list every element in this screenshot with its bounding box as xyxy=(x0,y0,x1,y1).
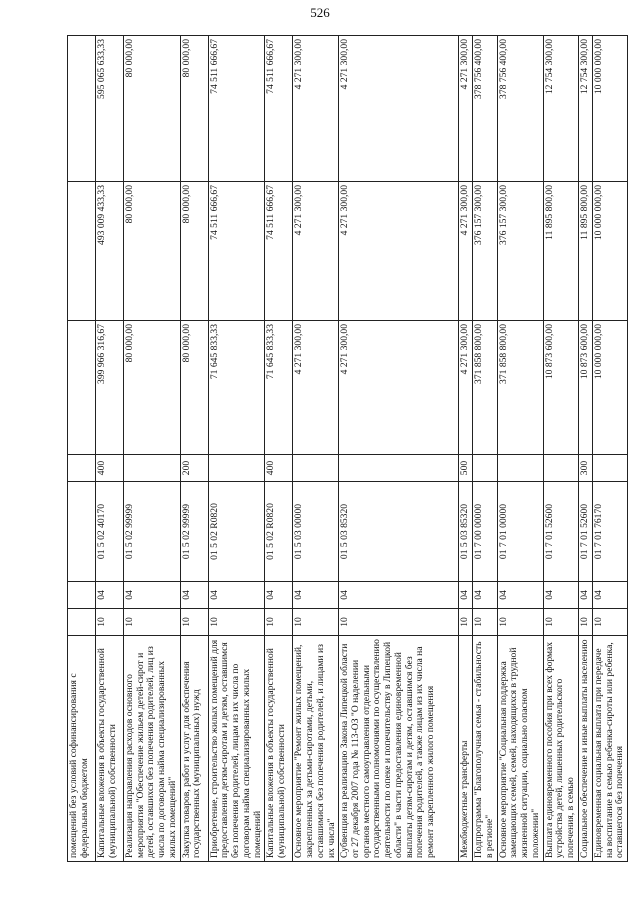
row-expense-type xyxy=(68,455,96,482)
row-target-article: 01 7 00 00000 xyxy=(473,482,497,582)
row-subsection xyxy=(68,582,96,609)
row-name: Реализация направления расходов основного мероприятия "Обеспечение жильем детей-сирот и детей, оставшихся без попечения родителей, лиц из числа по договорам найма специализированных жилых помещений" xyxy=(124,636,181,862)
row-sum-year1: 10 000 000,00 xyxy=(592,321,627,455)
row-subsection: 04 xyxy=(293,582,339,609)
row-expense-type xyxy=(124,455,181,482)
row-name: помещений без условий софинансирования с федеральным бюджетом xyxy=(68,636,96,862)
row-ved: 10 xyxy=(473,609,497,636)
row-sum-year2: 4 271 300,00 xyxy=(293,182,339,321)
row-expense-type: 200 xyxy=(180,455,208,482)
row-subsection: 04 xyxy=(592,582,627,609)
row-ved: 10 xyxy=(96,609,124,636)
row-target-article: 01 7 01 52600 xyxy=(578,482,592,582)
table-row xyxy=(592,36,627,862)
row-expense-type xyxy=(293,455,339,482)
row-name: Выплата единовременного пособия при всех формах устройства детей, лишенных родительского попечения, в семью xyxy=(543,636,578,862)
row-expense-type xyxy=(208,455,265,482)
row-expense-type: 400 xyxy=(96,455,124,482)
table-row xyxy=(124,36,181,862)
row-name: Капитальные вложения в объекты государственной (муниципальной) собственности xyxy=(265,636,293,862)
budget-table xyxy=(67,35,628,862)
table-rotated-content xyxy=(67,36,626,862)
row-sum-year2: 376 157 300,00 xyxy=(473,182,497,321)
row-subsection: 04 xyxy=(96,582,124,609)
row-sum-year3: 12 754 300,00 xyxy=(578,36,592,182)
row-sum-year2: 10 000 000,00 xyxy=(592,182,627,321)
row-sum-year3: 74 511 666,67 xyxy=(265,36,293,182)
row-sum-year1: 371 858 800,00 xyxy=(497,321,543,455)
row-sum-year3: 10 000 000,00 xyxy=(592,36,627,182)
row-subsection: 04 xyxy=(543,582,578,609)
row-sum-year2: 4 271 300,00 xyxy=(339,182,459,321)
row-ved: 10 xyxy=(578,609,592,636)
row-ved: 10 xyxy=(459,609,473,636)
row-target-article: 01 5 03 85320 xyxy=(339,482,459,582)
row-ved: 10 xyxy=(124,609,181,636)
row-name: Приобретение, строительство жилых помещений для предоставления детям-сиротам и детям, оставшимся без попечения родителей, лицам из их числа по договорам найма специализированных жилых помещений xyxy=(208,636,265,862)
row-sum-year2: 80 000,00 xyxy=(180,182,208,321)
row-name: Социальное обеспечение и иные выплаты населению xyxy=(578,636,592,862)
row-target-article: 01 5 03 00000 xyxy=(293,482,339,582)
row-sum-year3 xyxy=(68,36,96,182)
row-sum-year1: 371 858 800,00 xyxy=(473,321,497,455)
row-sum-year1 xyxy=(68,321,96,455)
table-row xyxy=(473,36,497,862)
row-target-article xyxy=(68,482,96,582)
row-ved: 10 xyxy=(293,609,339,636)
row-sum-year2: 80 000,00 xyxy=(124,182,181,321)
table-row xyxy=(339,36,459,862)
row-target-article: 01 5 03 85320 xyxy=(459,482,473,582)
row-name: Подпрограмма "Благополучная семья - стабильность в регионе" xyxy=(473,636,497,862)
row-subsection: 04 xyxy=(124,582,181,609)
row-sum-year1: 71 645 833,33 xyxy=(265,321,293,455)
row-target-article: 01 7 01 00000 xyxy=(497,482,543,582)
row-ved: 10 xyxy=(592,609,627,636)
row-ved: 10 xyxy=(208,609,265,636)
row-subsection: 04 xyxy=(473,582,497,609)
row-expense-type: 400 xyxy=(265,455,293,482)
table-row xyxy=(68,36,96,862)
row-expense-type: 300 xyxy=(578,455,592,482)
row-sum-year3: 74 511 666,67 xyxy=(208,36,265,182)
row-sum-year2: 493 009 433,33 xyxy=(96,182,124,321)
row-sum-year2: 376 157 300,00 xyxy=(497,182,543,321)
row-sum-year3: 80 000,00 xyxy=(124,36,181,182)
row-sum-year1: 4 271 300,00 xyxy=(459,321,473,455)
table-row xyxy=(180,36,208,862)
row-sum-year3: 378 756 400,00 xyxy=(473,36,497,182)
row-sum-year3: 4 271 300,00 xyxy=(459,36,473,182)
row-sum-year1: 71 645 833,33 xyxy=(208,321,265,455)
row-sum-year2: 11 895 800,00 xyxy=(578,182,592,321)
row-subsection: 04 xyxy=(208,582,265,609)
row-sum-year2: 11 895 800,00 xyxy=(543,182,578,321)
row-name: Межбюджетные трансферты xyxy=(459,636,473,862)
row-name: Субвенция на реализацию Закона Липецкой области от 27 декабря 2007 года № 113-ОЗ "О наделении органов местного самоуправления отдельными государственными полномочиями по осуществлению деятельности по опеке и попечительству в Липецкой области" в части предоставления единовременной выплаты детям-сиротам и детям, оставшимся без попечения родителей, а также лицам из их числа на ремонт закрепленного жилого помещения xyxy=(339,636,459,862)
row-name: Капитальные вложения в объекты государственной (муниципальной) собственности xyxy=(96,636,124,862)
row-target-article: 01 7 01 52600 xyxy=(543,482,578,582)
row-ved: 10 xyxy=(497,609,543,636)
row-subsection: 04 xyxy=(497,582,543,609)
row-sum-year3: 12 754 300,00 xyxy=(543,36,578,182)
row-expense-type xyxy=(497,455,543,482)
row-sum-year1: 10 873 600,00 xyxy=(578,321,592,455)
row-name: Основное мероприятие "Ремонт жилых помещений, закрепленных за детьми-сиротами, детьми, оставшимися без попечения родителей, и лицами из их числа" xyxy=(293,636,339,862)
row-sum-year1: 10 873 600,00 xyxy=(543,321,578,455)
row-name: Основное мероприятие "Социальная поддержка замещающих семей, семей, находящихся в трудной жизненной ситуации, социально опасном положении" xyxy=(497,636,543,862)
row-expense-type xyxy=(592,455,627,482)
row-expense-type: 500 xyxy=(459,455,473,482)
row-subsection: 04 xyxy=(459,582,473,609)
row-sum-year3: 378 756 400,00 xyxy=(497,36,543,182)
table-row xyxy=(543,36,578,862)
table-rotated-frame xyxy=(67,36,626,862)
table-row xyxy=(497,36,543,862)
row-sum-year2 xyxy=(68,182,96,321)
row-subsection: 04 xyxy=(265,582,293,609)
row-ved: 10 xyxy=(265,609,293,636)
row-subsection: 04 xyxy=(180,582,208,609)
table-row xyxy=(578,36,592,862)
row-sum-year2: 74 511 666,67 xyxy=(265,182,293,321)
row-expense-type xyxy=(473,455,497,482)
row-ved: 10 xyxy=(543,609,578,636)
row-target-article: 01 7 01 76170 xyxy=(592,482,627,582)
table-row xyxy=(96,36,124,862)
row-target-article: 01 5 02 40170 xyxy=(96,482,124,582)
row-sum-year2: 74 511 666,67 xyxy=(208,182,265,321)
row-sum-year2: 4 271 300,00 xyxy=(459,182,473,321)
row-sum-year3: 80 000,00 xyxy=(180,36,208,182)
row-sum-year1: 399 966 316,67 xyxy=(96,321,124,455)
row-sum-year3: 595 065 633,33 xyxy=(96,36,124,182)
row-subsection: 04 xyxy=(339,582,459,609)
row-ved: 10 xyxy=(339,609,459,636)
row-subsection: 04 xyxy=(578,582,592,609)
row-sum-year1: 80 000,00 xyxy=(124,321,181,455)
page-number: 526 xyxy=(310,5,330,20)
row-name: Закупка товаров, работ и услуг для обеспечения государственных (муниципальных) нужд xyxy=(180,636,208,862)
row-expense-type xyxy=(339,455,459,482)
table-row xyxy=(293,36,339,862)
row-sum-year1: 80 000,00 xyxy=(180,321,208,455)
row-target-article: 01 5 02 R0820 xyxy=(265,482,293,582)
row-expense-type xyxy=(543,455,578,482)
row-target-article: 01 5 02 99999 xyxy=(180,482,208,582)
row-name: Единовременная социальная выплата при передаче на воспитание в семью ребенка-сироты или ребенка, оставшегося без попечения xyxy=(592,636,627,862)
table-row xyxy=(265,36,293,862)
row-target-article: 01 5 02 R0820 xyxy=(208,482,265,582)
row-sum-year1: 4 271 300,00 xyxy=(339,321,459,455)
row-ved: 10 xyxy=(180,609,208,636)
row-ved xyxy=(68,609,96,636)
row-sum-year3: 4 271 300,00 xyxy=(339,36,459,182)
table-row xyxy=(459,36,473,862)
row-sum-year3: 4 271 300,00 xyxy=(293,36,339,182)
row-target-article: 01 5 02 99999 xyxy=(124,482,181,582)
table-row xyxy=(208,36,265,862)
row-sum-year1: 4 271 300,00 xyxy=(293,321,339,455)
